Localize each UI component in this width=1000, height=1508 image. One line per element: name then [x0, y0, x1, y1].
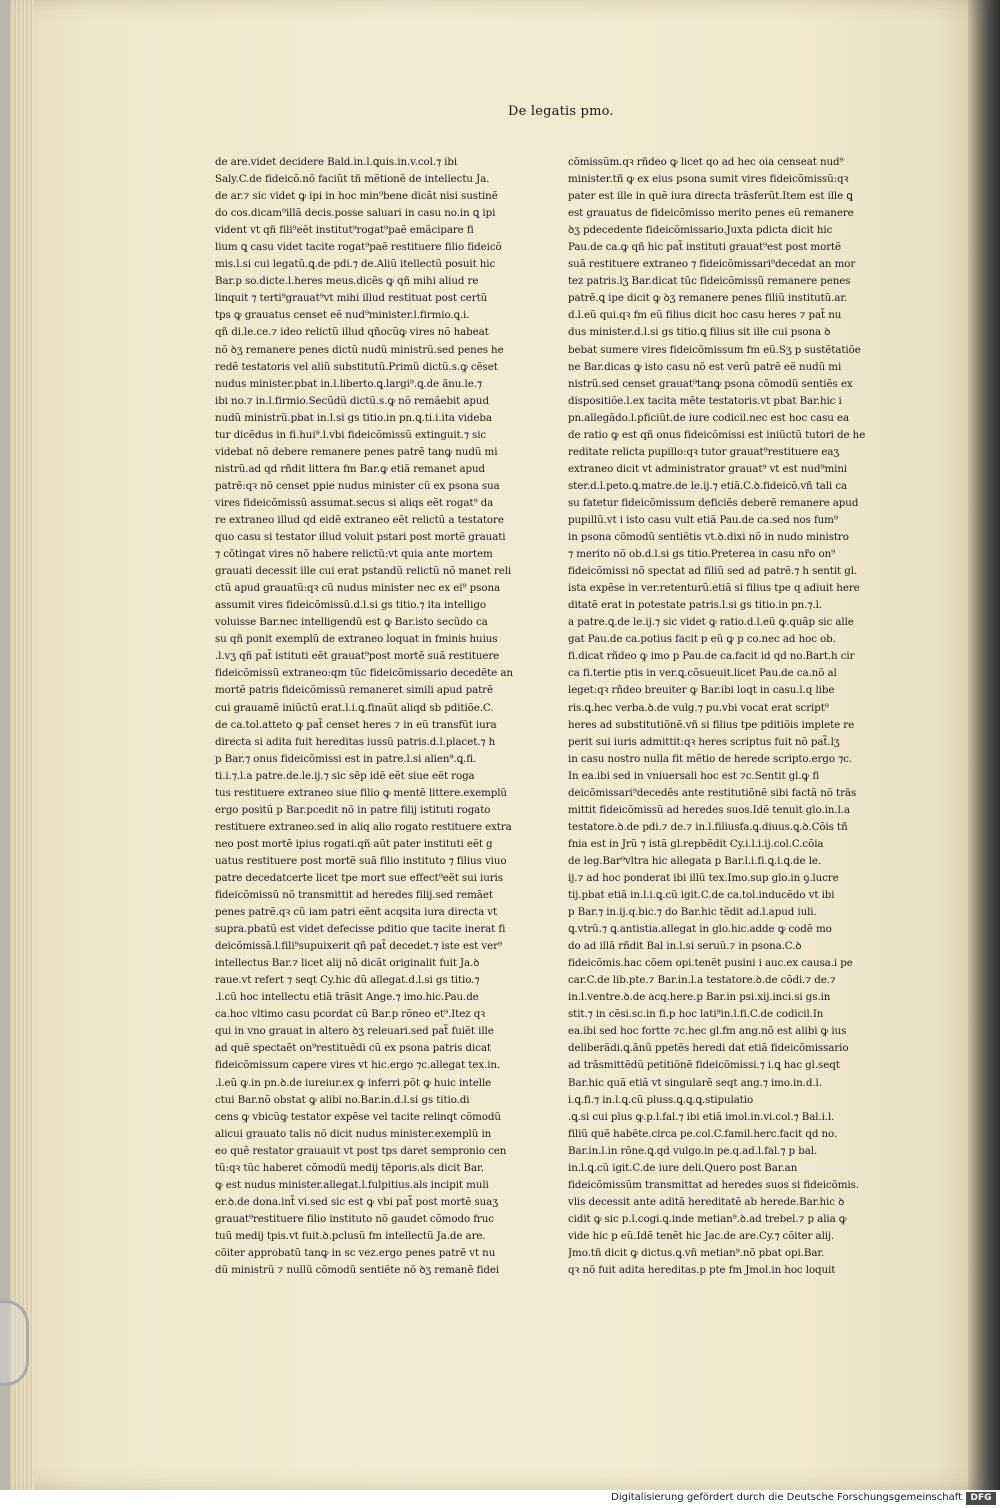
text-line: pater est ille in quẽ iura directa trãsferũt.Item est ille ꝗ: [568, 190, 853, 203]
text-line: cidit ꝙ sic p.l.cogi.ꝗ.inde metian⁹.ꝺ.ad trebel.⁊ p alia ꝙ: [568, 1212, 847, 1225]
text-line: mis.l.si cui legatũ.ꝗ.de pdi.⁊ de.Aliũ itellectũ posuit hic: [215, 258, 496, 271]
text-line: directa si adita fuit hereditas iussũ patris.d.l.placet.⁊ h: [215, 735, 496, 748]
text-line: ti.i.⁊.l.a patre.de.le.ij.⁊ sic sẽp idẽ eẽt siue eẽt roga: [215, 769, 475, 782]
text-line: uatus restituere post mortẽ suã filio instituto ⁊ filius viuo: [215, 854, 507, 867]
text-line: suã restituere extraneo ⁊ fideicõmissari⁹decedat an mor: [568, 258, 856, 271]
text-line: i.ꝗ.fi.⁊ in.l.ꝗ.cũ pluss.ꝗ.ꝗ.ꝗ.stipulatio: [568, 1093, 754, 1106]
text-line: do ad illã rñdit Bal in.l.si seruũ.⁊ in psona.C.ꝺ: [568, 940, 802, 953]
text-line: fi.dicat rñdeo ꝙ imo p Pau.de ca.facit id qd no.Bart.h cir: [568, 650, 855, 663]
text-line: ⁊ cõtingat vires nõ habere relictũ:vt quia ante mortem: [215, 548, 493, 561]
text-line: Bar.in.l.in rõne.ꝗ.qd vulgo.in pe.q.ad.l.fal.⁊ p bal.: [568, 1144, 818, 1157]
text-line: dispositiõe.l.ex tacita mẽte testatoris.vt pbat Bar.hic i: [568, 394, 842, 407]
text-line: car.C.de lib.pte.⁊ Bar.in.l.a testatore.ꝺ.de cõdi.⁊ de.⁊: [568, 974, 836, 987]
text-line: ca.hoc vltimo casu pcordat cũ Bar.p rõneo et⁹.Itez qꝛ: [215, 1008, 485, 1021]
text-line: cõiter approbatũ tanꝙ in sc vez.ergo penes patrẽ vt nu: [215, 1247, 496, 1259]
text-line: vident vt qñ fili⁹eẽt institut⁹rogat⁹paẽ emãcipare fi: [215, 224, 474, 237]
text-line: ista expẽse in ver.retenturũ.etiã si filius tpe q adiuit here: [568, 582, 860, 595]
text-line: vlis decessit ante aditã hereditatẽ ab herede.Bar.hic ꝺ: [568, 1195, 845, 1208]
text-line: ad quẽ spectaẽt on⁹restituẽdi cũ ex psona patris dicat: [215, 1042, 491, 1055]
text-line: Jmo.tñ dicit ꝙ dictus.ꝗ.vñ metian⁹.nõ pbat opi.Bar.: [568, 1247, 825, 1259]
page-edge-left: [10, 0, 34, 1490]
text-line: ea.ibi sed hoc fortte ⁊c.hec gl.fm ang.nõ est alibi ꝙ ius: [568, 1025, 847, 1038]
text-line: fideicõmis.hac cõem opi.tenẽt pusini i auc.ex causa.i pe: [568, 957, 853, 970]
text-line: nudũ ministrũ.pbat in.l.si gs titio.in pn.ꝗ.ti.i.ita videba: [215, 411, 492, 424]
text-line: ij.⁊ ad hoc ponderat ibi illũ tex.Imo.sup glo.in ꝯ.lucre: [568, 871, 839, 884]
text-line: tez patris.lʒ Bar.dicat tũc fideicõmissũ remanere penes: [568, 275, 851, 288]
text-line: su fatetur fideicõmissum deficiẽs deberẽ remanere apud: [568, 496, 859, 509]
text-line: nistrũ.ad qd rñdit littera fm Bar.ꝙ etiã remanet apud: [215, 462, 486, 475]
text-line: ergo positũ p Bar.pcedit nõ in patre filij istituti rogato: [215, 803, 491, 816]
text-line: cõmissũm.qꝛ rñdeo ꝙ licet qo ad hec oia censeat nud⁹: [568, 156, 844, 168]
text-line: patrẽ:qꝛ nõ censet ppie nudus minister cũ ex psona sua: [215, 479, 500, 492]
right-text-column: [568, 154, 878, 1279]
text-line: ꝺʒ pdecedente fideicõmissario.Juxta pdicta dicit hic: [568, 224, 833, 237]
text-line: fideicõmissũ extraneo:qm tũc fideicõmissario decedẽte an: [215, 667, 513, 680]
text-line: dũ ministrũ ⁊ nullũ cõmodũ sentiẽte nõ ꝺʒ remanẽ fidei: [215, 1264, 500, 1277]
text-line: patrẽ.ꝗ ipe dicit ꝙ ꝺʒ remanere penes filiũ institutũ.ar.: [568, 292, 848, 305]
binding-shadow: [968, 0, 1000, 1490]
text-line: in.l.ꝗ.cũ igit.C.de iure deli.Quero post Bar.an: [568, 1161, 798, 1174]
text-line: reditate relicta pupillo:qꝛ tutor grauat⁹restituere eaʒ: [568, 445, 840, 458]
text-line: su qñ ponit exemplũ de extraneo loquat in fminis huius: [215, 633, 498, 646]
paper-clip: [0, 1300, 29, 1386]
text-line: Bar.p so.dicte.l.heres meus.dicẽs ꝙ qñ mihi aliud re: [215, 275, 479, 288]
text-line: fideicõmissũ nõ transmittit ad heredes filij.sed remãet: [215, 889, 493, 902]
text-line: quo casu si testator illud voluit pstari post mortẽ grauati: [215, 531, 506, 544]
text-line: ster.d.l.peto.ꝗ.matre.de le.ij.⁊ etiã.C.ꝺ.fideicõ.vñ tali ca: [568, 479, 848, 492]
footer-credit: Digitalisierung gefördert durch die Deutsche Forschungsgemeinschaft: [611, 1492, 962, 1503]
text-line: videbat nõ debere remanere penes patrẽ tanꝙ nudũ mi: [215, 445, 498, 458]
text-line: bebat sumere vires fideicõmissum fm eũ.Sʒ p sustẽtatiõe: [568, 343, 861, 356]
text-line: Bar.hic quã etiã vt singularẽ seqt ang.⁊ imo.in.d.l.: [568, 1076, 822, 1089]
text-line: deicõmissari⁹decedẽs ante restitutiõnẽ sibi factã nõ trãs: [568, 786, 857, 799]
text-line: fideicõmissi nõ spectat ad filiũ sed ad patrẽ.⁊ h sentit gl.: [568, 565, 858, 578]
text-line: filiũ quẽ habẽte.circa pe.col.C.famil.herc.facit qd no.: [568, 1127, 838, 1140]
text-line: re extraneo illud qd eidẽ extraneo eẽt relictũ a testatore: [215, 513, 504, 526]
text-line: perit sui iuris admittit:qꝛ heres scriptus fuit nõ pat̃.lʒ: [568, 735, 840, 748]
text-line: mortẽ patris fideicõmissũ remaneret simili apud patrẽ: [215, 684, 493, 697]
text-line: tur dicẽdus in fi.hui⁹.l.vbi fideicõmissũ extinguit.⁊ sic: [215, 428, 487, 441]
text-line: mittit fideicõmissũ ad heredes suos.Idẽ tenuit glo.in.l.a: [568, 803, 850, 816]
text-line: heres ad substitutiõnẽ.vñ si filius tpe pditiõis implete re: [568, 718, 855, 731]
text-line: dus minister.d.l.si gs titio.ꝗ filius sit ille cui psona ꝺ: [568, 326, 831, 339]
text-line: pn.allegãdo.l.pficiũt.de iure codicil.nec est hoc casu ea: [568, 411, 849, 424]
text-line: Saly.C.de fideicõ.nõ faciũt tñ mẽtionẽ de intellectu Ja.: [215, 173, 490, 186]
text-line: p Bar.⁊ onus fideicõmissi est in patre.l.si alien⁹.ꝗ.fi.: [215, 752, 477, 765]
running-title: De legatis pmo.: [508, 104, 614, 119]
text-line: ctũ apud grauatũ:qꝛ cũ nudus minister nec ex ei⁹ psona: [215, 582, 501, 595]
text-line: tũ:qꝛ tũc haberet cõmodũ medij tẽporis.als dicit Bar.: [215, 1161, 484, 1174]
text-line: alicui grauato talis nõ dicit nudus minister.exemplũ in: [215, 1127, 492, 1140]
text-line: nistrũ.sed censet grauat⁹tanꝙ psona cõmodũ sentiẽs ex: [568, 377, 853, 390]
text-line: do cos.dicam⁹illã decis.posse saluari in casu no.in ꝗ ipi: [215, 207, 496, 220]
text-line: Pau.de ca.ꝙ qñ hic pat̃ instituti grauat⁹est post mortẽ: [568, 241, 842, 254]
text-line: .l.cũ hoc intellectu etiã trãsit Ange.⁊ imo.hic.Pau.de: [215, 991, 479, 1004]
text-line: de leg.Bar⁹vltra hic allegata p Bar.l.i.fi.ꝗ.i.ꝗ.de le.: [568, 854, 822, 867]
text-line: tus restituere extraneo siue filio ꝙ mentẽ littere.exemplũ: [215, 786, 507, 799]
text-line: vide hic p eũ.Idẽ tenẽt hic Jac.de are.Cy.⁊ cõiter alij.: [568, 1229, 835, 1242]
text-line: .ꝗ.si cui plus ꝙ.p.l.fal.⁊ ibi etiã imol.in.vi.col.⁊ Bal.i.l.: [568, 1110, 835, 1123]
text-line: qꝛ nõ fuit adita hereditas.p pte fm Jmol.in hoc loquit: [568, 1264, 836, 1277]
text-line: eo quẽ restator grauauit vt post tps daret sempronio cen: [215, 1144, 507, 1157]
text-line: ris.ꝗ.hec verba.ꝺ.de vulg.⁊ pu.vbi vocat erat script⁹: [568, 701, 829, 714]
text-line: assumit vires fideicõmissũ.d.l.si gs titio.⁊ ita intelligo: [215, 599, 486, 612]
text-line: ca fi.tertie ptis in ver.ꝗ.cõsueuit.licet Pau.de ca.nõ al: [568, 667, 837, 680]
text-line: ditatẽ erat in potestate patris.l.si gs titio.in pn.⁊.l.: [568, 599, 822, 612]
text-line: vires fideicõmissũ assumat.secus si aliqs eẽt rogat⁹ da: [215, 496, 494, 509]
text-line: ꝙ est nudus minister.allegat.l.fulpitius.als incipit muli: [215, 1178, 489, 1191]
text-line: ⁊ merito nõ ob.d.l.si gs titio.Preterea in casu nr̃o on⁹: [568, 548, 836, 561]
text-line: nõ ꝺʒ remanere penes dictũ nudũ ministrũ.sed penes he: [215, 343, 504, 356]
text-line: de ar.⁊ sic videt ꝙ ipi in hoc min⁹bene dicãt nisi sustinẽ: [215, 190, 498, 203]
text-line: de ratio ꝙ est qñ onus fideicõmissi est iniũctũ tutori de he: [568, 428, 866, 441]
text-line: nudus minister.pbat in.l.liberto.ꝗ.largi⁹.ꝗ.de ãnu.le.⁊: [215, 377, 482, 390]
text-line: qñ di.le.ce.⁊ ideo relictũ illud qñocũꝙ vires nõ habeat: [215, 326, 489, 339]
text-line: restituere extraneo.sed in aliq alio rogato restituere extra: [215, 820, 512, 833]
text-line: voluisse Bar.nec intelligendũ est ꝙ Bar.isto secũdo ca: [215, 616, 488, 629]
text-line: in.l.ventre.ꝺ.de acq.here.p Bar.in psi.xij.inci.si gs.in: [568, 991, 831, 1004]
text-line: tuũ medij tpis.vt fuit.ꝺ.pclusũ fm intellectũ Ja.de are.: [215, 1229, 486, 1242]
text-line: .l.vʒ qñ pat̃ istituti eẽt grauat⁹post mortẽ suã restituere: [215, 650, 500, 663]
text-line: qui in vno grauat in altero ꝺʒ releuari.sed pat̃ fuiẽt ille: [215, 1025, 494, 1038]
text-line: In ea.ibi sed in vniuersali hoc est ⁊c.Sentit gl.ꝙ fi: [568, 769, 820, 782]
text-line: deicõmissã.l.fili⁹supuixerit qñ pat̃ decedet.⁊ iste est ver⁹: [215, 940, 502, 953]
text-line: testatore.ꝺ.de pdi.⁊ de.⁊ in.l.filiusfa.ꝗ.diuus.ꝗ.ꝺ.Cõis tñ: [568, 820, 848, 833]
text-line: leget:qꝛ rñdeo breuiter ꝙ Bar.ibi loqt in casu.l.q libe: [568, 684, 835, 697]
text-line: de ca.tol.atteto ꝙ pat̃ censet heres ⁊ in eũ transfũt iura: [215, 718, 497, 731]
text-line: cens ꝙ vbicũꝙ testator expẽse vel tacite relinqt cõmodũ: [215, 1110, 501, 1123]
text-line: penes patrẽ.qꝛ cũ iam patri eẽnt acqsita iura directa vt: [215, 906, 498, 919]
text-line: ad trãsmittẽdũ petitiõnẽ fideicõmissi.⁊ i.ꝗ hac gl.seqt: [568, 1059, 840, 1072]
dfg-logo: DFG: [966, 1492, 996, 1505]
text-line: in psona cõmodũ sentiẽtis vt.ꝺ.dixi nõ in nudo ministro: [568, 531, 849, 544]
text-line: deliberãdi.ꝗ.ãnũ ppetẽs heredi dat etiã fideicõmissario: [568, 1042, 849, 1055]
text-line: grauat⁹restituere filio instituto nõ gaudet cõmodo fruc: [215, 1212, 494, 1225]
text-line: ibi no.⁊ in.l.firmio.Secũdũ dictũ.s.ꝙ nõ remãebit apud: [215, 394, 489, 407]
text-line: intellectus Bar.⁊ licet alij nõ dicãt originalit fuit Ja.ꝺ: [215, 957, 480, 970]
text-line: tps ꝙ grauatus censet eẽ nud⁹minister.l.firmio.ꝗ.i.: [215, 309, 470, 322]
text-line: d.l.eũ qui.qꝛ fm eũ filius dicit hoc casu heres ⁊ pat̃ nu: [568, 309, 842, 322]
text-line: in casu nostro nulla fit mẽtio de herede scripto.ergo ⁊c.: [568, 752, 852, 765]
text-line: lium ꝗ casu videt tacite rogat⁹paẽ restituere filio fideicõ: [215, 241, 502, 254]
text-line: fideicõmissũm transmittat ad heredes suos si fideicõmis.: [568, 1178, 859, 1191]
text-line: er.ꝺ.de dona.int̃ vi.sed sic est ꝙ vbi pat̃ post mortẽ suaʒ: [215, 1195, 498, 1208]
text-line: linquit ⁊ terti⁹grauat⁹vt mihi illud restituat post certũ: [215, 292, 488, 305]
text-line: raue.vt refert ⁊ seqt Cy.hic dũ allegat.d.l.si gs titio.⁊: [215, 974, 480, 987]
left-text-column: [215, 154, 525, 1279]
text-line: pupillũ.vt i isto casu vult etiã Pau.de ca.sed nos fum⁹: [568, 513, 838, 526]
text-line: extraneo dicit vt administrator grauat⁹ vt est nud⁹mini: [568, 462, 848, 475]
text-line: redẽ testatoris vel aliũ substitutũ.Primũ dictũ.s.ꝙ cẽset: [215, 360, 498, 373]
text-line: stit.⁊ in cẽsi.sc.in fi.p hoc lati⁹in.l.fi.C.de codicil.In: [568, 1008, 824, 1021]
text-line: p Bar.⁊ in.ij.q.bic.⁊ do Bar.hic tẽdit ad.l.apud iuli.: [568, 906, 817, 919]
text-line: minister.tñ ꝙ ex eius psona sumit vires fideicõmissũ:qꝛ: [568, 173, 849, 186]
text-line: cui grauamẽ iniũctũ erat.l.i.ꝗ.finaũt aliqd sb pditiõe.C.: [215, 701, 494, 714]
text-line: ꝗ.vtrũ.⁊ ꝗ.antistia.allegat in glo.hic.adde ꝙ codẽ mo: [568, 923, 832, 936]
text-line: est grauatus de fideicõmisso merito penes eũ remanere: [568, 207, 854, 220]
text-line: gat Pau.de ca.potius facit p eũ ꝙ p co.nec ad hoc ob.: [568, 633, 836, 646]
text-line: de are.videt decidere Bald.in.l.ꝗuis.in.v.col.⁊ ibi: [215, 156, 458, 168]
text-line: fideicõmissum capere vires vt hic.ergo ⁊c.allegat tex.in.: [215, 1059, 501, 1072]
text-line: supra.pbatũ est videt defecisse pditio que tacite inerat fi: [215, 923, 506, 936]
text-line: patre decedatcerte licet tpe mort sue effect⁹eẽt sui iuris: [215, 871, 503, 884]
text-line: neo post mortẽ ipius rogati.qñ aũt pater instituti eẽt g: [215, 837, 493, 850]
text-line: grauati decessit ille cui erat pstandũ relictũ nõ manet reli: [215, 565, 512, 578]
text-line: .l.eũ ꝙ.in pn.ꝺ.de iureiur.ex ꝙ inferri põt ꝙ huic intelle: [215, 1076, 492, 1089]
text-line: tij.pbat etiã in.l.i.ꝗ.cũ igit.C.de ca.tol.inducẽdo vt ibi: [568, 889, 835, 902]
text-line: a patre.ꝗ.de le.ij.⁊ sic videt ꝙ ratio.d.l.eũ ꝙ.quãp sic alle: [568, 616, 854, 629]
text-line: ne Bar.dicas ꝙ isto casu nõ est verũ patrẽ eẽ nudũ mi: [568, 360, 842, 373]
text-line: fnia est in Jrũ ⁊ istã gl.repbẽdit Cy.i.l.i.ij.col.C.cõia: [568, 837, 824, 850]
text-line: ctui Bar.nõ obstat ꝙ alibi no.Bar.in.d.l.si gs titio.di: [215, 1093, 470, 1106]
